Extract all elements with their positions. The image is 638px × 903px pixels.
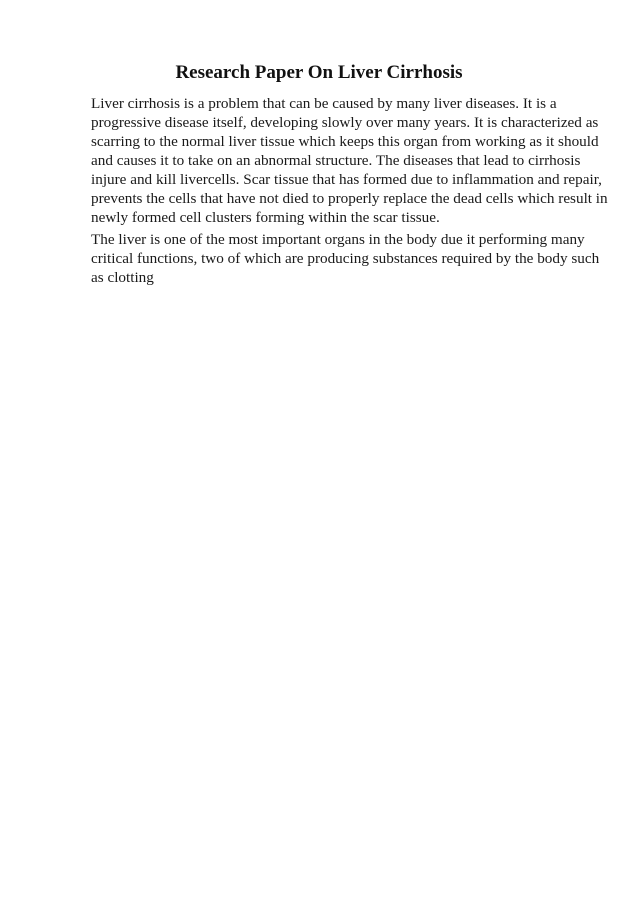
document-title: Research Paper On Liver Cirrhosis — [175, 62, 463, 83]
paragraph-line: prevents the cells that have not died to properly replace the dead cells which result in — [91, 190, 608, 207]
paragraph-line: scarring to the normal liver tissue which keeps this organ from working as it should — [91, 133, 599, 150]
paragraph-1 — [91, 94, 611, 227]
paragraph-2 — [91, 230, 611, 287]
paragraph-line: critical functions, two of which are producing substances required by the body such — [91, 250, 600, 267]
paragraph-line: The liver is one of the most important organs in the body due it performing many — [91, 231, 585, 248]
paragraph-line: Liver cirrhosis is a problem that can be caused by many liver diseases. It is a — [91, 95, 557, 112]
paragraph-line: newly formed cell clusters forming within the scar tissue. — [91, 209, 440, 226]
paragraph-line: as clotting — [91, 269, 154, 286]
paragraph-line: and causes it to take on an abnormal structure. The diseases that lead to cirrhosis — [91, 152, 581, 169]
paragraph-line: injure and kill livercells. Scar tissue that has formed due to inflammation and repair, — [91, 171, 602, 188]
paragraph-line: progressive disease itself, developing slowly over many years. It is characterized as — [91, 114, 599, 131]
